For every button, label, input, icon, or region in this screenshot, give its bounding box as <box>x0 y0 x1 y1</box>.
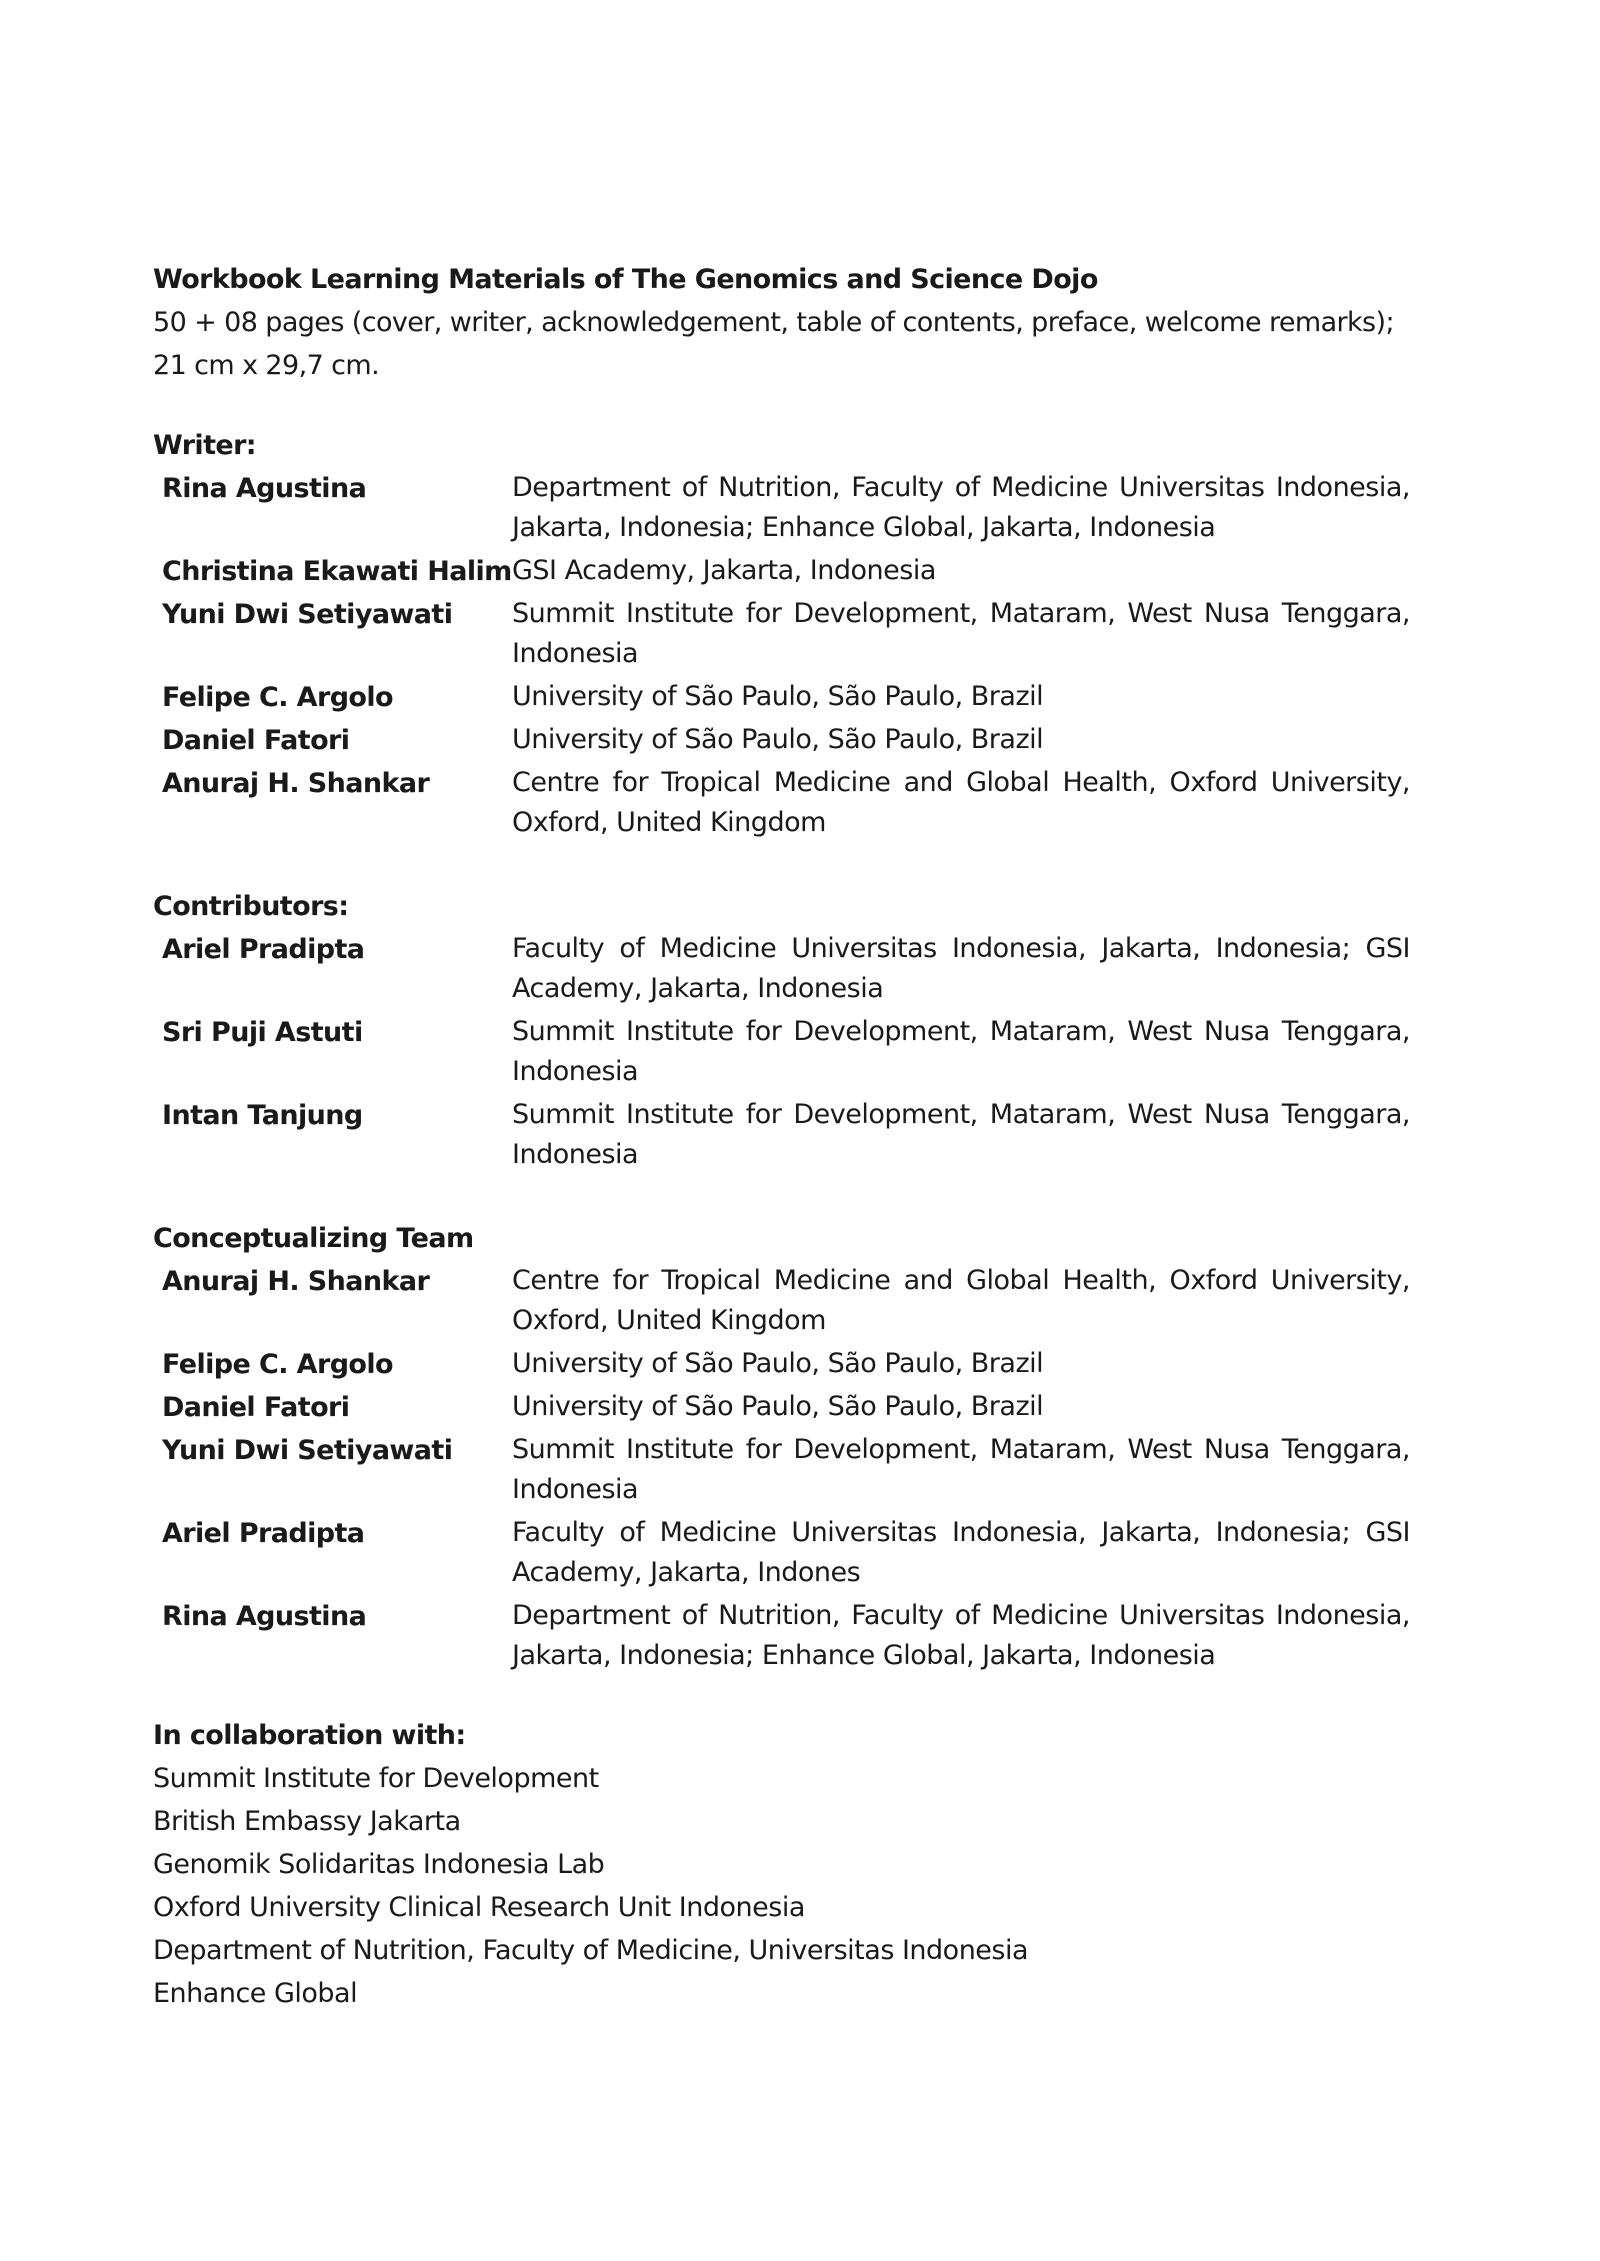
writer-name: Rina Agustina <box>162 473 367 504</box>
team-member-affiliation: Centre for Tropical Medicine and Global Health, Oxford University, Oxford, United Kingdom <box>512 1265 1410 1336</box>
document-description-line: 50 + 08 pages (cover, writer, acknowledgement, table of contents, preface, welcome remarks); <box>153 307 1394 338</box>
team-member-name: Rina Agustina <box>162 1601 367 1632</box>
collaborator-item: Summit Institute for Development <box>153 1763 599 1794</box>
writer-row <box>153 719 1428 762</box>
team-member-name: Yuni Dwi Setiyawati <box>162 1435 453 1466</box>
writer-name: Daniel Fatori <box>162 725 350 756</box>
team-member-row <box>153 1595 1428 1678</box>
writer-section <box>153 424 1428 845</box>
team-member-affiliation: Summit Institute for Development, Mataram, West Nusa Tenggara, Indonesia <box>512 1434 1410 1505</box>
team-member-row <box>153 1386 1428 1429</box>
contributors-heading: Contributors: <box>153 891 349 922</box>
contributor-name: Intan Tanjung <box>162 1100 363 1131</box>
writer-affiliation: Department of Nutrition, Faculty of Medicine Universitas Indonesia, Jakarta, Indonesia; Enhance Global, Jakarta, Indonesia <box>512 472 1410 543</box>
writer-name: Christina Ekawati Halim <box>162 556 512 587</box>
writer-affiliation: University of São Paulo, São Paulo, Brazil <box>512 681 1044 712</box>
collaborator-item: Oxford University Clinical Research Unit Indonesia <box>153 1892 805 1923</box>
writer-affiliation: GSI Academy, Jakarta, Indonesia <box>512 555 936 586</box>
page-content <box>153 258 1428 2015</box>
collaborator-item: British Embassy Jakarta <box>153 1806 461 1837</box>
team-member-affiliation: Department of Nutrition, Faculty of Medicine Universitas Indonesia, Jakarta, Indonesia; Enhance Global, Jakarta, Indonesia <box>512 1600 1410 1671</box>
contributor-row <box>153 1011 1428 1094</box>
writer-row <box>153 762 1428 845</box>
team-member-affiliation: University of São Paulo, São Paulo, Brazil <box>512 1391 1044 1422</box>
title-block <box>153 258 1428 387</box>
team-member-affiliation: University of São Paulo, São Paulo, Brazil <box>512 1348 1044 1379</box>
team-member-row <box>153 1512 1428 1595</box>
writer-row <box>153 676 1428 719</box>
document-description-line: 21 cm x 29,7 cm. <box>153 350 380 381</box>
writer-name: Anuraj H. Shankar <box>162 768 430 799</box>
contributors-section <box>153 885 1428 1177</box>
team-member-name: Anuraj H. Shankar <box>162 1266 430 1297</box>
document-title: Workbook Learning Materials of The Genomics and Science Dojo <box>153 264 1098 295</box>
collaboration-section <box>153 1714 1428 2015</box>
contributor-row <box>153 928 1428 1011</box>
writer-name: Felipe C. Argolo <box>162 682 393 713</box>
writer-row <box>153 550 1428 593</box>
contributor-row <box>153 1094 1428 1177</box>
contributor-affiliation: Summit Institute for Development, Mataram, West Nusa Tenggara, Indonesia <box>512 1099 1410 1170</box>
contributor-name: Ariel Pradipta <box>162 934 365 965</box>
writer-heading: Writer: <box>153 430 257 461</box>
collaboration-heading: In collaboration with: <box>153 1720 466 1751</box>
writer-affiliation: University of São Paulo, São Paulo, Brazil <box>512 724 1044 755</box>
writer-affiliation: Summit Institute for Development, Mataram, West Nusa Tenggara, Indonesia <box>512 598 1410 669</box>
team-member-name: Daniel Fatori <box>162 1392 350 1423</box>
contributor-name: Sri Puji Astuti <box>162 1017 363 1048</box>
team-member-row <box>153 1343 1428 1386</box>
team-member-row <box>153 1260 1428 1343</box>
team-member-name: Felipe C. Argolo <box>162 1349 393 1380</box>
conceptualizing-team-heading: Conceptualizing Team <box>153 1223 474 1254</box>
writer-name: Yuni Dwi Setiyawati <box>162 599 453 630</box>
writer-row <box>153 467 1428 550</box>
collaborator-item: Department of Nutrition, Faculty of Medicine, Universitas Indonesia <box>153 1935 1029 1966</box>
team-member-affiliation: Faculty of Medicine Universitas Indonesia, Jakarta, Indonesia; GSI Academy, Jakarta, Indones <box>512 1517 1410 1588</box>
team-member-name: Ariel Pradipta <box>162 1518 365 1549</box>
team-member-row <box>153 1429 1428 1512</box>
contributor-affiliation: Faculty of Medicine Universitas Indonesia, Jakarta, Indonesia; GSI Academy, Jakarta, Indonesia <box>512 933 1410 1004</box>
collaborator-item: Enhance Global <box>153 1978 358 2009</box>
collaborator-item: Genomik Solidaritas Indonesia Lab <box>153 1849 605 1880</box>
writer-affiliation: Centre for Tropical Medicine and Global Health, Oxford University, Oxford, United Kingdom <box>512 767 1410 838</box>
contributor-affiliation: Summit Institute for Development, Mataram, West Nusa Tenggara, Indonesia <box>512 1016 1410 1087</box>
writer-row <box>153 593 1428 676</box>
conceptualizing-team-section <box>153 1217 1428 1678</box>
